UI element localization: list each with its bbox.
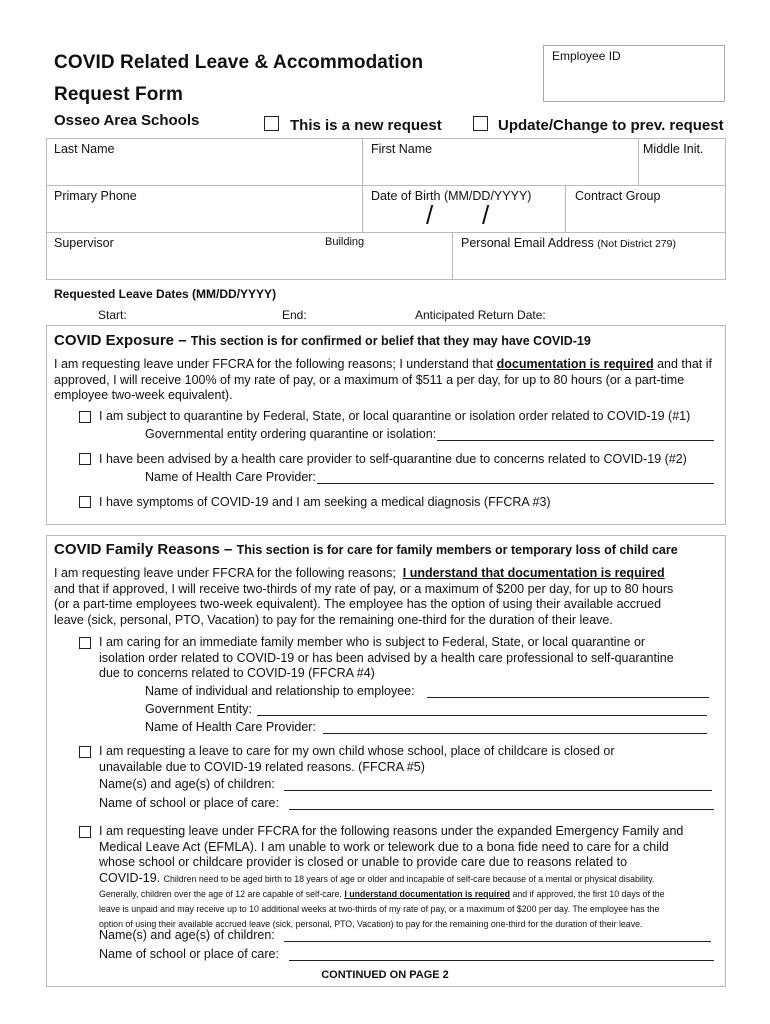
family-provider-input[interactable] [323, 721, 707, 734]
provider-input[interactable] [317, 471, 714, 484]
efmla-checkbox[interactable] [79, 826, 91, 838]
efmla-children-input[interactable] [284, 929, 711, 942]
dob-field[interactable]: Date of Birth (MM/DD/YYYY) [371, 189, 532, 203]
end-date-field[interactable]: End: [282, 308, 307, 322]
efmla-school-input[interactable] [289, 948, 714, 961]
primary-phone-field[interactable]: Primary Phone [54, 189, 137, 203]
email-field[interactable] [461, 236, 676, 250]
contract-group-field[interactable]: Contract Group [575, 189, 661, 203]
ffcra-3-checkbox[interactable] [79, 496, 91, 508]
children-input[interactable] [284, 778, 712, 791]
family-provider-label: Name of Health Care Provider: [145, 720, 316, 734]
family-intro: I am requesting leave under FFCRA for the following reasons; I understand that documentation is required and that if approved, I will receive two-thirds of my rate of pay, or a maximum of $200 per day, for up to 80 hours (or a part-time employees two-week equivalent). The employee has the option of using their available accrued leave (sick, personal, PTO, Vacation) to pay for the remaining one-third for the duration of their leave. [54, 566, 674, 627]
relationship-input[interactable] [427, 685, 709, 698]
govt-entity-label: Governmental entity ordering quarantine or isolation: [145, 427, 437, 441]
new-request-checkbox[interactable] [264, 116, 279, 131]
ffcra-5-label: I am requesting a leave to care for my own child whose school, place of childcare is closed or unavailable due to COVID-19 related reasons. (FFCRA #5) [99, 744, 615, 774]
ffcra-4-checkbox[interactable] [79, 637, 91, 649]
exposure-heading: COVID Exposure – This section is for confirmed or belief that they may have COVID-19 [54, 332, 591, 349]
ffcra-4-label: I am caring for an immediate family member who is subject to Federal, State, or local quarantine or isolation order related to COVID-19 or has been advised by a health care professional to self-quarantine due to concerns related to COVID-19 (FFCRA #4) [99, 635, 674, 680]
email-label: Personal Email Address [461, 236, 594, 250]
update-request-label: Update/Change to prev. request [498, 117, 724, 134]
building-field[interactable]: Building [325, 236, 365, 248]
ffcra-1-label: I am subject to quarantine by Federal, State, or local quarantine or isolation order related to COVID-19 (#1) [99, 409, 691, 423]
efmla-school-label: Name of school or place of care: [99, 947, 279, 961]
new-request-label: This is a new request [290, 117, 442, 134]
ffcra-3-label: I have symptoms of COVID-19 and I am seeking a medical diagnosis (FFCRA #3) [99, 495, 551, 509]
exposure-intro: I am requesting leave under FFCRA for the following reasons; I understand that documentation is required and that if approved, I will receive 100% of my rate of pay, or a maximum of $511 a per day, for up to 80 hours (or a part-time employee two-week equivalent). [54, 357, 712, 402]
first-name-field[interactable]: First Name [371, 142, 433, 156]
last-name-field[interactable]: Last Name [54, 142, 115, 156]
update-request-checkbox[interactable] [473, 116, 488, 131]
family-govt-entity-input[interactable] [257, 703, 707, 716]
provider-label: Name of Health Care Provider: [145, 470, 316, 484]
dob-separator-1: / [426, 200, 434, 230]
leave-dates-heading: Requested Leave Dates (MM/DD/YYYY) [54, 287, 277, 301]
form-title-line2: Request Form [54, 84, 183, 105]
dob-separator-2: / [482, 200, 490, 230]
ffcra-2-checkbox[interactable] [79, 453, 91, 465]
return-date-field[interactable]: Anticipated Return Date: [415, 308, 546, 322]
school-label: Name of school or place of care: [99, 796, 279, 810]
govt-entity-input[interactable] [437, 428, 714, 441]
relationship-label: Name of individual and relationship to employee: [145, 684, 415, 698]
supervisor-field[interactable]: Supervisor [54, 236, 114, 250]
ffcra-5-checkbox[interactable] [79, 746, 91, 758]
family-govt-entity-label: Government Entity: [145, 702, 252, 716]
employee-id-field[interactable] [543, 45, 725, 102]
continued-footer: CONTINUED ON PAGE 2 [321, 969, 449, 981]
ffcra-1-checkbox[interactable] [79, 411, 91, 423]
start-date-field[interactable]: Start: [98, 308, 127, 322]
school-input[interactable] [289, 797, 714, 810]
middle-init-field[interactable]: Middle Init. [643, 142, 704, 156]
form-title-line1: COVID Related Leave & Accommodation [54, 52, 424, 73]
employee-id-label: Employee ID [552, 49, 621, 63]
children-label: Name(s) and age(s) of children: [99, 777, 275, 791]
ffcra-2-label: I have been advised by a health care provider to self-quarantine due to concerns related to COVID-19 (#2) [99, 452, 687, 466]
district-name: Osseo Area Schools [54, 112, 200, 129]
email-note: (Not District 279) [597, 238, 676, 250]
efmla-label: I am requesting leave under FFCRA for the following reasons under the expanded Emergency Family and Medical Leave Act (EFMLA). I am unable to work or telework due to a bona fide need to care for a child whose school or childcare provider is closed or unable to provide care due to reasons related to COVID-19. Children need to be aged birth to 18 years of age or older and incapable of self-care because of a mental or physical disability. Generally, children over the age of 12 are capable of self-care. I understand documentation is required and if approved, the first 10 days of the leave is unpaid and may receive up to 10 additional weeks at two-thirds of my rate of pay, or a maximum of $200 per day. The employee has the option of using their available accrued leave (sick, personal, PTO, Vacation) to pay for the remaining one-third for the duration of their leave. [99, 824, 684, 929]
efmla-children-label: Name(s) and age(s) of children: [99, 928, 275, 942]
family-heading: COVID Family Reasons – This section is for care for family members or temporary loss of child care [54, 541, 678, 558]
